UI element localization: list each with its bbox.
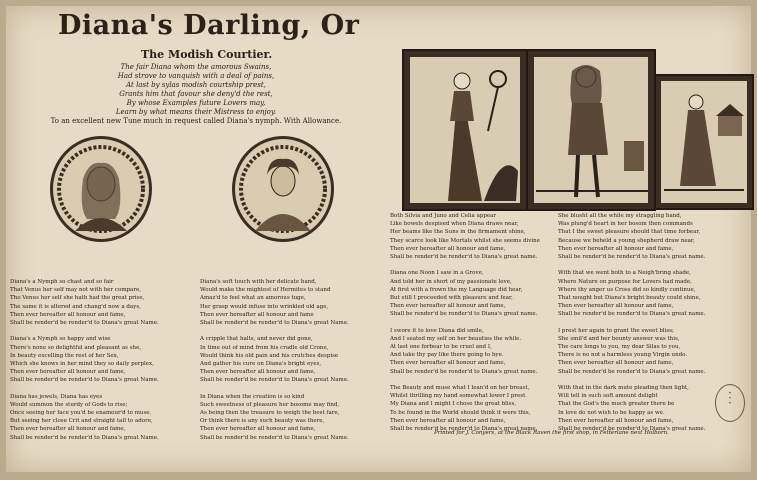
verse-line: Shall be render'd be render'd to Diana's great name. [390, 311, 538, 318]
verse-line: Once seeing her face you'd be enamour'd to muse, [10, 410, 152, 416]
verse-line [390, 261, 540, 269]
verse-line: I prest her again to grant the sweet bliss; [558, 327, 674, 334]
verse-line: And take thy pay like there going to bye. [390, 352, 504, 359]
intro-line: Learn by what means their Mistress to enjoy. [115, 108, 277, 116]
verse-line: With that we went both to a Neigh'bring shade, [558, 270, 691, 277]
verse-line: Shall be render'd be render'd to Diana's great name. [390, 253, 538, 260]
verse-line: Would summon the sturdy of Gods to rise; [10, 401, 128, 408]
verse-line: Shall be render'd be render'd to Diana's great Name. [200, 377, 349, 384]
verse-line: Then ever hereafter all honour and fame, [390, 245, 506, 252]
verse-line: Then ever hereafter all honour and fame, [200, 369, 316, 376]
verse-line: Amaz'd to feel what an amorous tuge, [200, 295, 306, 302]
woodcut-woman-walking [654, 74, 754, 210]
verse-line: Then ever hereafter all honour and fame, [558, 303, 674, 310]
verse-line: A cripple that halts, and never did gone, [200, 336, 313, 343]
intro-line: Grants him that favour she deny'd the rest, [119, 90, 273, 98]
verse-line: Shall be render'd be render'd to Diana's great name. [558, 425, 706, 432]
verse-line: To be found in the World should think it were this, [390, 409, 531, 416]
verse-line: In time out of mind from his cradle old Crone, [200, 344, 329, 351]
verse-line: Both Silvia and Juno and Celia appear [390, 213, 497, 219]
verse-line [558, 261, 705, 269]
verse-line: Her beams like the Suns in the firmament shine, [390, 229, 526, 236]
verse-line: Then ever hereafter all honour and fame, [390, 360, 506, 367]
verse-line: As being then the treasure to weigh the best fare, [200, 410, 340, 416]
verse-line: At first with a frown the my Language did hear, [390, 286, 523, 293]
verse-line: Shall be render'd be render'd to Diana's great name. [390, 425, 538, 432]
verse-line: The Beauty and muse what I lean'd on her breast, [390, 384, 530, 391]
verse-line: That the God's the much greater there be [558, 401, 675, 408]
verse-line: Then ever hereafter all honour and fame, [200, 426, 316, 433]
verse-line: That Venus her self may not with her compare, [10, 287, 141, 294]
verse-line: With that in the dark mute pleading then light, [558, 384, 689, 391]
verse-line: Shall be render'd be render'd to Diana's great name. [558, 368, 706, 375]
verse-line: Then ever hereafter all honour and fame, [390, 303, 506, 310]
verse-line: There's none so delightful and pleasant as she, [10, 344, 142, 351]
verse-line: Shall be render'd be render'd to Diana's great Name. [10, 434, 159, 441]
verse-line: Then ever hereafter all honour and fame, [558, 360, 674, 367]
verse-line: Diana's a Nymph so chast and so fair [10, 279, 114, 285]
verse-line [558, 318, 705, 326]
verse-line: In love do not wish to be happy as we. [558, 409, 665, 416]
verse-line: Then ever hereafter all honour and fame, [558, 417, 674, 424]
verse-line: She smil'd and her bounty answer was this, [558, 335, 680, 342]
woodcut-courtier [526, 49, 656, 211]
verse-line: There is no not a harmless young Virgin undo. [558, 352, 688, 359]
verse-line: Then ever hereafter all honour and fame, [390, 417, 506, 424]
verse-line [200, 327, 349, 335]
verse-line: Diana has jewels, Diana has eyes [10, 393, 103, 400]
verse-line: Where thy anger us Cross did so kindly continue, [558, 286, 696, 293]
verse-line: Shall be render'd be render'd to Diana's great name. [558, 311, 706, 318]
verse-line [10, 327, 159, 335]
broadside-sheet [6, 6, 751, 472]
verse-line [390, 318, 540, 326]
verse-line: Diana's a Nymph so happy and wise [10, 336, 111, 343]
intro-line: The fair Diana whom the amorous Swains, [120, 63, 272, 71]
verse-line: Shall be render'd be render'd to Diana's great name. [558, 253, 706, 260]
verse-line: That I the sweet pleasure should that time forbear, [558, 229, 701, 236]
verse-line: They scarce look like Mortals whilst she seems divine [390, 237, 540, 244]
verse-line: The care longs to you, my dear Silas to you, [558, 344, 681, 350]
verse-column-4 [558, 212, 705, 433]
ballad-title: Diana's Darling, Or [58, 10, 360, 41]
portrait-medallion-man [50, 136, 152, 242]
verse-line: Was plung'd heart in her bosom then commands [558, 221, 693, 228]
verse-line: Whilst thrilling my hand somewhat lower I prest [390, 393, 526, 400]
verse-line: That nought but Diana's bright beauty could shine, [558, 294, 701, 301]
verse-line: Shall be render'd be render'd to Diana's great Name. [10, 377, 159, 384]
verse-line: Then ever hereafter all honour and fame, [10, 311, 126, 318]
verse-line: Or think there is any such beauty was there, [200, 418, 325, 425]
verse-line: The same it is altered and chang'd now a days, [10, 303, 141, 310]
verse-column-1 [10, 278, 159, 442]
verse-line: And told her in short of my passionate love, [390, 278, 512, 285]
verse-line: My Diana and I might I chose the great bliss, [390, 401, 517, 408]
verse-line: Because we beheld a young shepherd draw near, [558, 237, 695, 244]
verse-line: In Diana when the creation is so kind [200, 393, 305, 400]
verse-line [558, 376, 705, 384]
verse-line: She blusht all the while my straggling hand, [558, 213, 682, 219]
verse-line: Like bowels despised when Diana draws near, [390, 221, 519, 228]
intro-line: By whose Examples future Lovers may, [126, 99, 266, 107]
verse-line: Then ever hereafter all honour and fame [200, 311, 314, 318]
verse-line: Diana one Noon I saw in a Grove, [390, 270, 484, 277]
verse-line: Where Nature on purpose for Lovers had made, [558, 278, 692, 285]
verse-line: Shall be render'd be render'd to Diana's great Name. [10, 319, 159, 326]
verse-line: Which she knows in her mind they so daily perplex, [10, 360, 154, 367]
intro-line: At last by sylas modish courtship prest, [126, 81, 266, 89]
verse-line: At last one forbear to be cruel and I, [390, 344, 492, 350]
verse-line: Will tell in such soft amount delight [558, 393, 658, 400]
portrait-medallion-woman [232, 136, 334, 242]
verse-line: I swore it to love Diana did smile, [390, 327, 484, 334]
verse-line: And gather his cure on Diana's bright eyes, [200, 360, 322, 367]
verse-line: But still I proceeded with pleasure and fear, [390, 294, 513, 301]
verse-line [390, 376, 540, 384]
verse-line: Would make the mightest of Hermites to stand [200, 287, 331, 294]
verse-line: In beauty excelling the rest of her Sex, [10, 352, 119, 359]
verse-line: Diana's soft touch with her delicate hand, [200, 279, 317, 285]
verse-line: Then ever hereafter all honour and fame, [10, 369, 126, 376]
verse-line: Shall be render'd be render'd to Diana's great name. [390, 368, 538, 375]
ballad-subtitle: The Modish Courtier. [141, 48, 273, 61]
intro-line: Had strove to vanquish with a deal of pains, [117, 72, 275, 80]
verse-line: Such sweetness of pleasure her bosome may find, [200, 401, 340, 408]
verse-line [200, 384, 349, 392]
verse-line: Then ever hereafter all honour and fame, [10, 426, 126, 433]
verse-line [10, 384, 159, 392]
verse-line: Shall be render'd be render'd to Diana's great Name. [200, 434, 349, 441]
printer-imprint: Printed for J. Conyers, at the Black Raven the first shop, in Fetterlane next Holborn. [434, 430, 669, 436]
woodcut-lady-with-peacock [402, 49, 528, 211]
verse-line: But seeing her close Crit and straight tall to adore, [10, 418, 153, 425]
library-stamp: ✦ ✦ ✦ [715, 384, 745, 422]
verse-line: Shall be render'd be render'd to Diana's great Name. [200, 319, 349, 326]
verse-line: Then ever hereafter all honour and fame, [558, 245, 674, 252]
verse-column-2 [200, 278, 349, 442]
verse-line: Tho Venus her self she hath had the great prise, [10, 295, 145, 302]
verse-column-3 [390, 212, 540, 433]
verse-line: Her grasp would infuse into wrinkled old age, [200, 303, 329, 310]
tune-line: To an excellent new Tune much in request called Diana's nymph. With Allowance. [50, 117, 342, 125]
verse-line: Would think his old pain and his crutches despise [200, 352, 339, 359]
verse-line: And I seated my self on her beauties the while. [390, 335, 522, 342]
